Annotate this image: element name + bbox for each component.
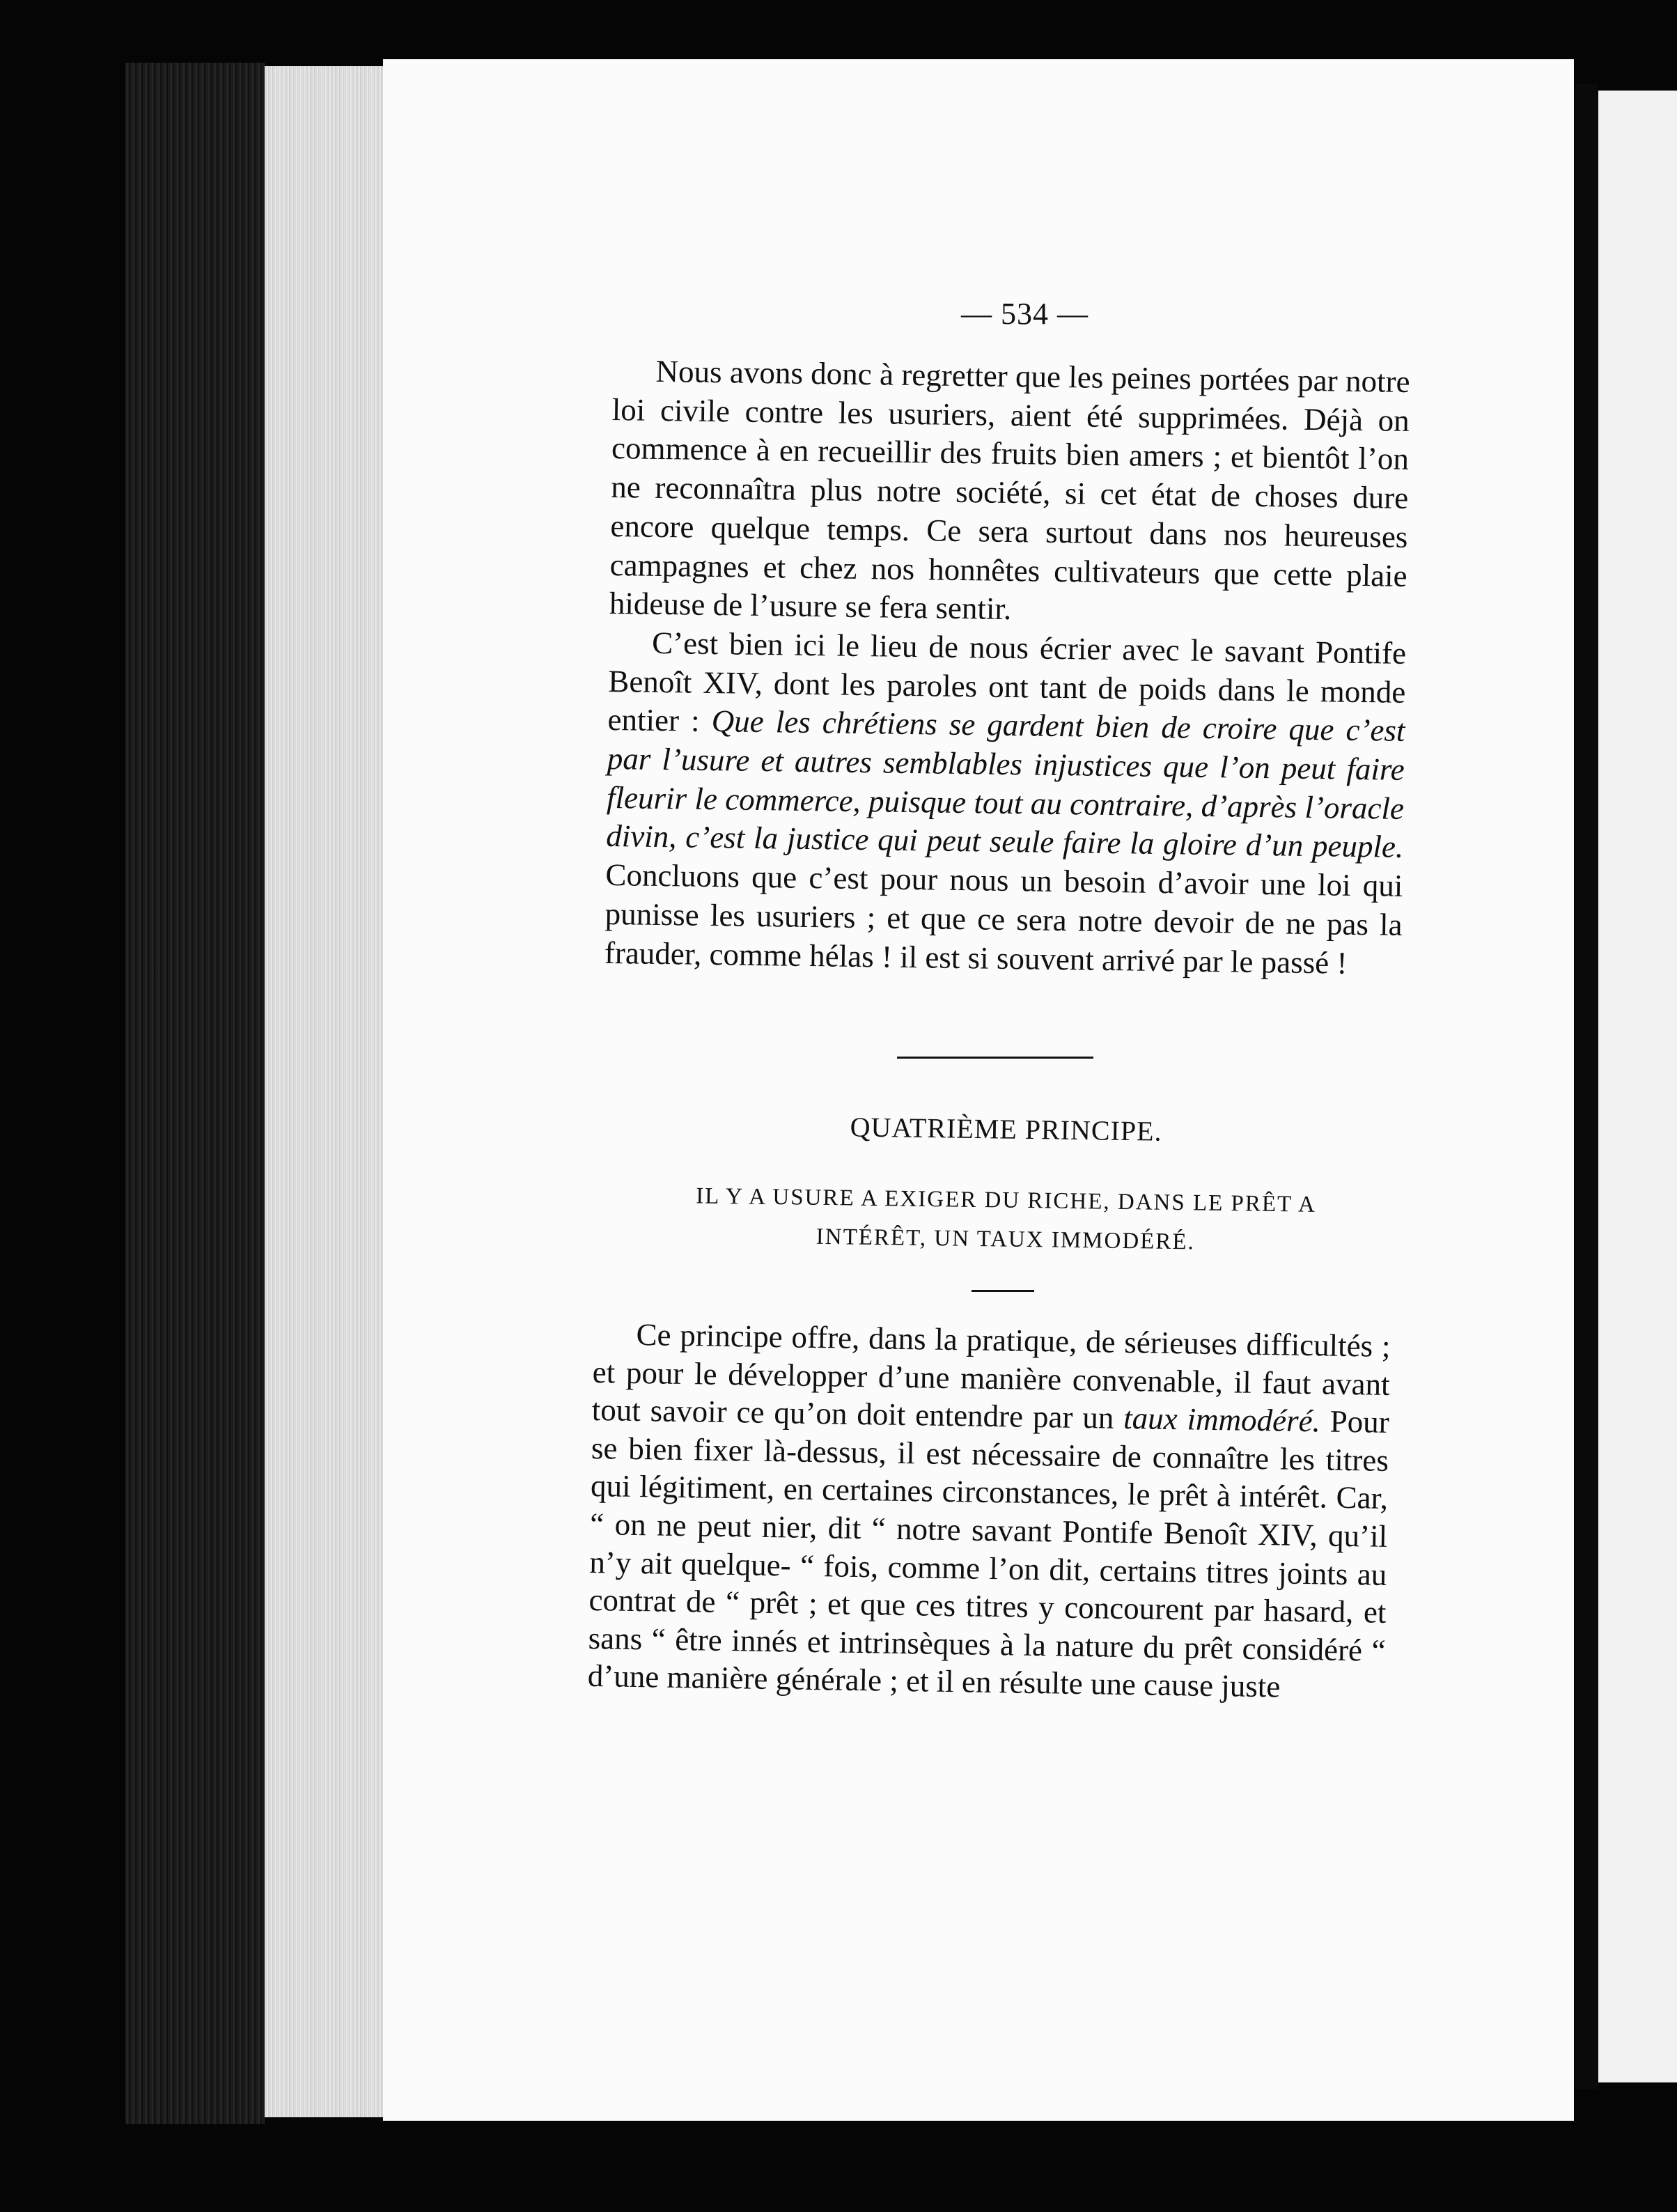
book-spine-edge xyxy=(125,63,265,2124)
section-divider xyxy=(897,1057,1093,1059)
p2-before: Ce principe offre, dans la pratique, de sérieuses difficultés ; et pour le développer d’une manière convenable, il faut avant tout savoir ce qu’on doit entendre par un xyxy=(591,1316,1391,1436)
paragraph: Nous avons donc à regretter que les peines portées par notre loi civile contre les usuriers, aient été supprimées. Déjà on commence à en recueillir des fruits bien amers ; et bientôt l’on ne reconnaîtra plus notre société, si cet état de choses dure encore quelque temps. Ce sera surtout dans nos heureuses campagnes et chez nos honnêtes cultivateurs que cette plaie hideuse de l’usure se fera sentir. xyxy=(609,353,1410,627)
paragraph-quote xyxy=(604,623,1407,983)
next-page-edge xyxy=(1598,91,1677,2082)
quote-intro: C’est bien ici le lieu de nous écrier avec le savant Pontife Benoît XIV, dont les paroles ont tant de poids dans le monde entier : xyxy=(607,625,1407,739)
subtitle-line-1: IL Y A USURE A EXIGER DU RICHE, DANS LE PRÊT A xyxy=(695,1183,1317,1217)
section-subtitle xyxy=(625,1176,1385,1264)
section-title: QUATRIÈME PRINCIPE. xyxy=(850,1111,1162,1147)
body-text-bottom xyxy=(587,1315,1390,1708)
page-number: — 534 — xyxy=(961,297,1089,331)
page-stack-edge xyxy=(265,66,383,2117)
paragraph xyxy=(587,1315,1390,1708)
p2-italic: taux immodéré. xyxy=(1123,1401,1321,1439)
body-text-top xyxy=(604,352,1410,983)
p2-after: Pour se bien fixer là-dessus, il est nécessaire de connaître les titres qui légitiment, en certaines circonstances, le prêt à intérêt. Car, “ on ne peut nier, dit “ notre savant Pontife Benoît XIV, qu’il n’y ait quelque- “ fois, comme l’on dit, certains titres joints au contrat de “ prêt ; et que ces titres y concourent par hasard, et sans “ être innés et intrinsèques à la nature du prêt considéré “ d’une manière générale ; et il en résulte une cause juste xyxy=(587,1403,1390,1704)
subtitle-line-2: INTÉRÊT, UN TAUX IMMODÉRÉ. xyxy=(816,1224,1195,1255)
quote-after: Concluons que c’est pour nous un besoin d’avoir une loi qui punisse les usuriers ; et que ce sera notre devoir de ne pas la frauder, comme hélas ! il est si souvent arrivé par le passé ! xyxy=(604,857,1403,981)
quote-italic: Que les chrétiens se gardent bien de croire que c’est par l’usure et autres semblables injustices que l’on peut faire fleurir le commerce, puisque tout au contraire, d’après l’oracle divin, c’est la justice qui peut seule faire la gloire d’un peuple. xyxy=(605,703,1405,865)
short-divider xyxy=(972,1290,1034,1292)
page-gutter xyxy=(1575,84,1598,2089)
